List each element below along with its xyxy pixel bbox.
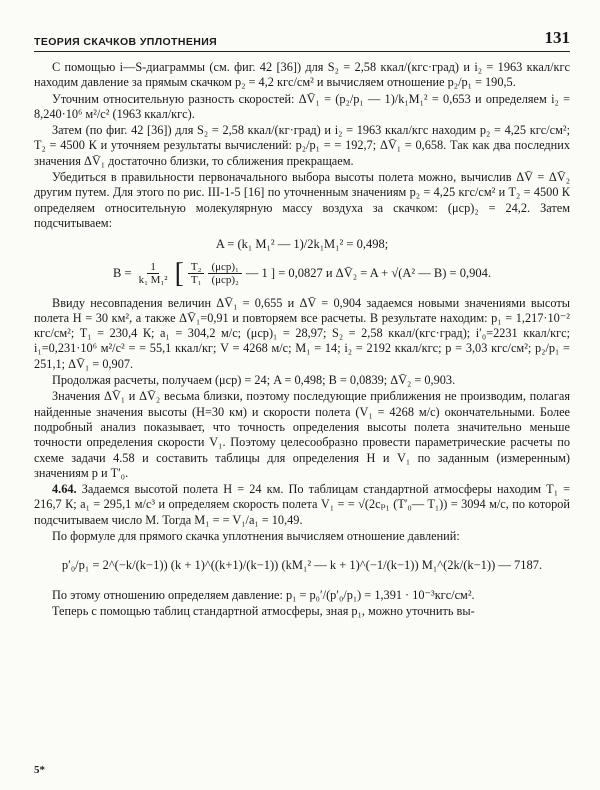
fraction-numerator: (μср)₁ [208,261,241,274]
fraction-denominator: T₁ [190,274,202,287]
paragraph: Значения ΔV̄₁ и ΔV̄₂ весьма близки, поэтому последующие приближения не производим, полагая найденные значения высоты (H=30 км) и скорости полета (V₁ = 4268 м/с) окончательными. Более подробный анализ показывает, что точность определения высоты полета значительно меньше точности определения скорости V₁. Поэтому целесообразно провести параметрические расчеты по схеме задачи 4.58 и составить таблицы для определения H и V₁ по заданным (измеренным) значениям p и T′₀. [34,389,570,480]
page-header [34,28,570,52]
paragraph: Ввиду несовпадения величин ΔV̄₁ = 0,655 и ΔV̄ = 0,904 задаемся новыми значениями высоты полета H = 30 км², а также ΔV̄₁=0,91 и повторяем все расчеты. В результате находим: p₁ = 1,217·10⁻² кгс/см²; T₁ = 230,4 К; a₁ = 304,2 м/с; (μср)₁ = 28,97; S₂ = 2,58 ккал/(кгс·град); i′₀=2231 ккал/кгс; i₁=0,231·10⁶ м²/с² = = 55,1 ккал/кг; V = 4268 м/с; M₁ = 14; i₂ = 2192 ккал/кгс; p = 3,03 кгс/см²; p₂/p₁ = 251,1; ΔV̄₁ = 0,907. [34,295,570,371]
section-number: 4.64. [52,482,77,497]
running-title: ТЕОРИЯ СКАЧКОВ УПЛОТНЕНИЯ [34,36,218,48]
paragraph: Убедиться в правильности первоначального выбора высоты полета можно, вычислив ΔV̄ = ΔV̄₂ другим путем. Для этого по рис. III-1-5 [16] по уточненным значениям p₂ = 4,25 кгс/см² и T₂ = 4500 К определяем относительную молекулярную массу воздуха за скачком: (μср)₂ = 24,2. Затем подсчитываем: [34,170,570,230]
fraction [136,261,171,286]
paragraph: С помощью i—S-диаграммы (см. фиг. 42 [36]) для S₂ = 2,58 ккал/(кгс·град) и i₂ = 1963 ккал/кгс находим давление за прямым скачком p₂ = 4,2 кгс/см² и вычисляем отношение p₂/p₁ = 190,5. [34,60,570,90]
page-number: 131 [544,28,570,47]
fraction-numerator: T₂ [188,261,205,274]
eq-b-lhs: B = [113,265,132,280]
equation-b [34,257,570,289]
fraction-denominator: k₁ M₁² [138,274,168,287]
section-paragraph [34,482,570,528]
paragraph: Продолжая расчеты, получаем (μср) = 24; A = 0,498; B = 0,0839; ΔV̄₂ = 0,903. [52,373,456,388]
signature-mark: 5* [34,764,45,776]
fraction-denominator: (μср)₂ [211,274,239,287]
paragraph: По формуле для прямого скачка уплотнения вычисляем отношение давлений: [52,529,460,544]
left-bracket-icon: [ [174,257,184,289]
equation-a: A = (k₁ M₁² — 1)/2k₁M₁² = 0,498; [215,237,389,252]
fraction-numerator: 1 [147,261,159,274]
paragraph: Затем (по фиг. 42 [36]) для S₂ = 2,58 ккал/(кг·град) и i₂ = 1963 ккал/кгс находим p₂ = 4,25 кгс/см²; T₂ = 4500 К и уточняем результаты вычислений: p₂/p₁ = = 192,7; ΔV̄₁ = 0,658. Так как два последних значения ΔV̄₁ достаточно близки, то сближения прекращаем. [34,123,570,168]
equation-pressure-ratio: p′₀/p₁ = 2^(−k/(k−1)) (k + 1)^((k+1)/(k−1)) (kM₁² — k + 1)^(−1/(k−1)) M₁^(2k/(k−1)) — 7187. [61,558,543,573]
paragraph: Теперь с помощью таблиц стандартной атмосферы, зная p₁, можно уточнить вы- [52,603,475,618]
paragraph: По этому отношению определяем давление: p₁ = p₀′/(p′₀/p₁) = 1,391 · 10⁻³кгс/см². [52,587,475,602]
eq-b-tail: — 1 ] = 0,0827 и ΔV̄₂ = A + √(A² — B) = 0,904. [245,265,491,280]
page-body [34,60,570,619]
paragraph: Уточним относительную разность скоростей: ΔV̄₁ = (p₂/p₁ — 1)/k₁M₁² = 0,653 и определяем i₂ = 8,240·10⁶ м²/с² (1963 ккал/кгс). [34,91,570,121]
section-text: Задаемся высотой полета H = 24 км. По таблицам стандартной атмосферы находим T₁ = 216,7 К; a₁ = 295,1 м/с³ и определяем скорость полета V₁ = = √(2cₚ₁ (T′₀— T₁)) = 3094 м/с, по которой подсчитываем число M. Тогда M₁ = = V₁/a₁ = 10,49. [34,482,571,527]
fraction [188,261,205,286]
fraction [208,261,241,286]
